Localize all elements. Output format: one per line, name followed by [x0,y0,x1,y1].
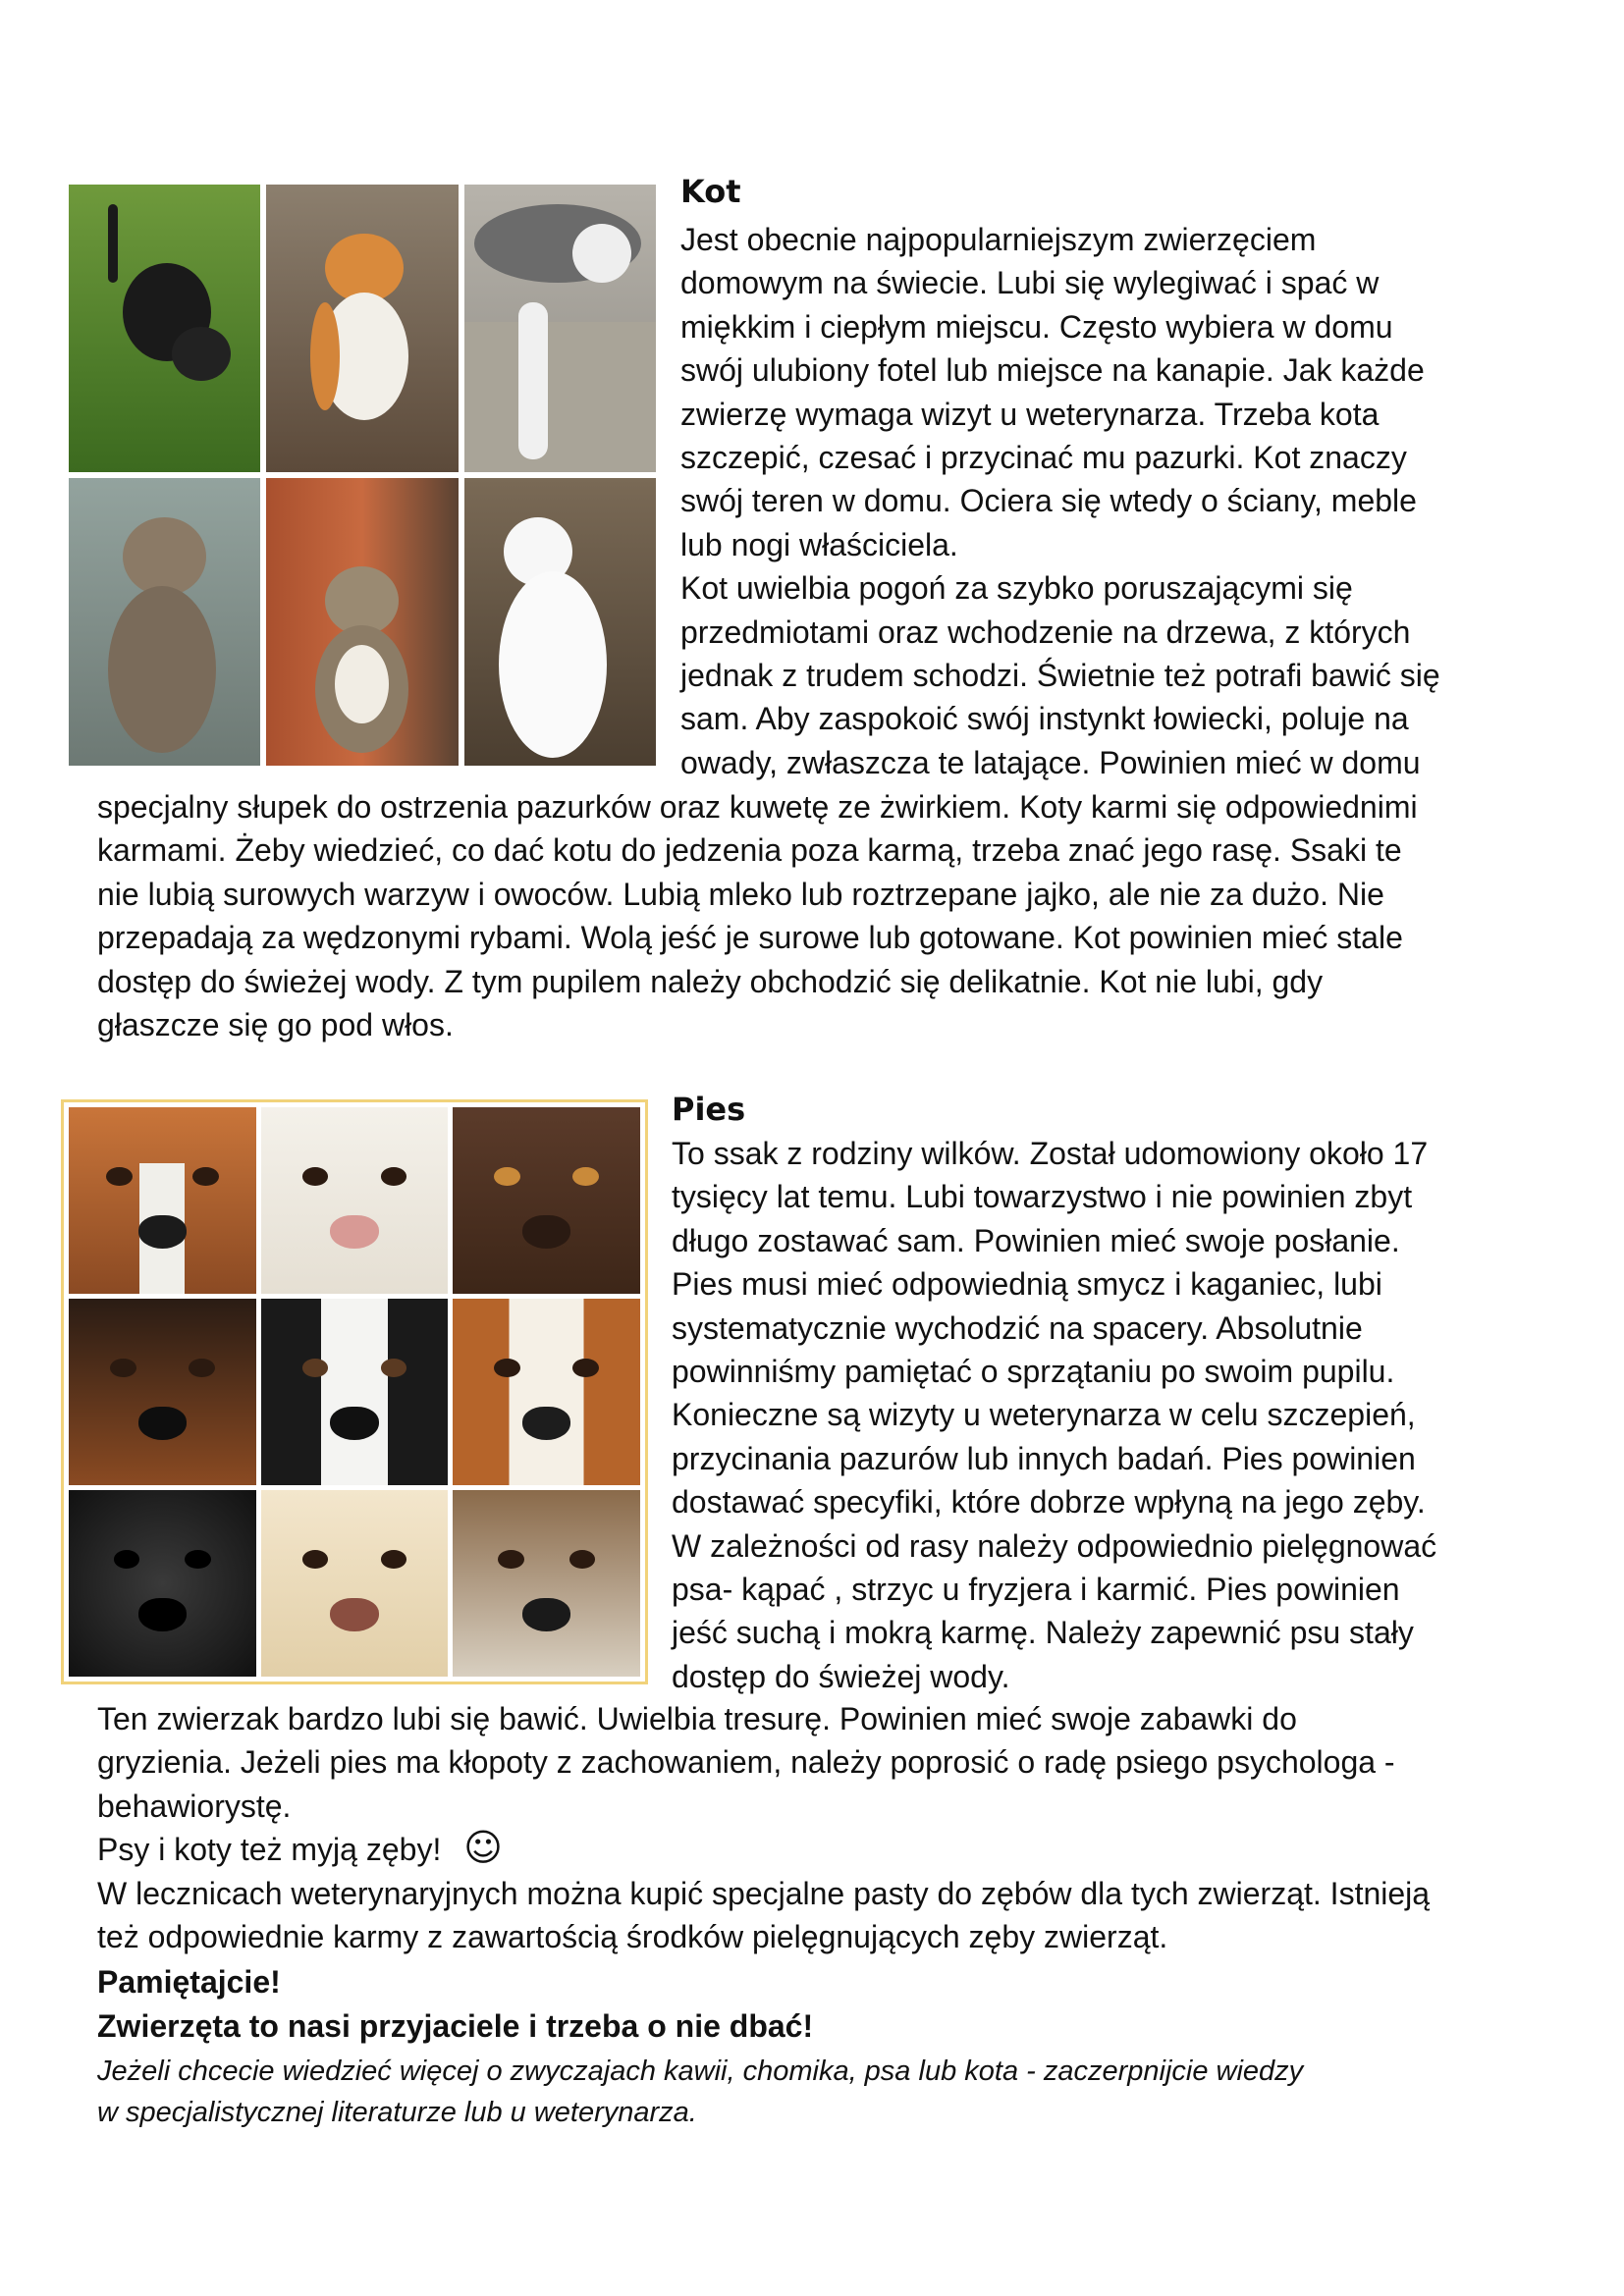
photo-tabby-cat-brick [266,478,458,766]
text-line: Pies musi mieć odpowiednią smycz i kaganiec, lubi [672,1266,1382,1303]
text-line: owady, zwłaszcza te latające. Powinien mieć w domu [680,744,1421,780]
text-line: W lecznicach weterynaryjnych można kupić specjalne pasty do zębów dla tych zwierząt. Istnieją [97,1876,1431,1911]
smiley-icon: ☺ [463,1826,503,1869]
text-line: sam. Aby zaspokoić swój instynkt łowiecki, poluje na [680,701,1409,737]
photo-grey-white-cat [464,185,656,472]
text-line: systematycznie wychodzić na spacery. Absolutnie [672,1309,1363,1346]
photo-black-cat [69,185,260,472]
text-line: swój ulubiony fotel lub miejsce na kanapie. Jak każde [680,352,1425,389]
text-line: lub nogi właściciela. [680,526,958,562]
text-line: domowym na świecie. Lubi się wylegiwać i spać w [680,265,1380,301]
text-line: Jest obecnie najpopularniejszym zwierzęciem [680,222,1317,257]
text-line: dostęp do świeżej wody. [672,1658,1010,1694]
cat-section-title: Kot [680,173,741,210]
dog-section-title: Pies [672,1091,746,1128]
text-line: karmami. Żeby wiedzieć, co dać kotu do jedzenia poza karmą, trzeba znać jego rasę. Ssaki te [97,832,1402,869]
photo-dog-boxer [69,1107,256,1294]
text-line: swój teren w domu. Ociera się wtedy o ściany, meble [680,483,1417,519]
reminder-message: Zwierzęta to nasi przyjaciele i trzeba o nie dbać! [97,2008,814,2044]
photo-ginger-cat [266,185,458,472]
photo-dog-beagle [453,1299,640,1485]
text-line: w specjalistycznej literaturze lub u weterynarza. [97,2097,697,2128]
photo-white-cat [464,478,656,766]
dog-photo-collage [61,1099,648,1684]
text-line: miękkim i ciepłym miejscu. Często wybiera w domu [680,308,1393,345]
photo-dog-border-collie [261,1299,449,1485]
teeth-text: Psy i koty też myją zęby! [97,1832,442,1867]
text-line: To ssak z rodziny wilków. Został udomowiony około 17 [672,1136,1429,1171]
photo-dog-labrador [261,1490,449,1677]
text-line: powinniśmy pamiętać o sprzątaniu po swoim pupilu. [672,1354,1395,1389]
photo-tabby-cat-fence [69,478,260,766]
text-line: dostęp do świeżej wody. Z tym pupilem należy obchodzić się delikatnie. Kot nie lubi, gdy [97,963,1324,999]
text-line: psa- kąpać , strzyc u fryzjera i karmić. Pies powinien [672,1572,1400,1607]
photo-dog-shih-tzu [453,1490,640,1677]
text-line: jeść suchą i mokrą karmę. Należy zapewnić psu stały [672,1615,1414,1651]
text-line: jednak z trudem schodzi. Świetnie też potrafi bawić się [680,658,1440,693]
text-line: też odpowiednie karmy z zawartością środków pielęgnujących zęby zwierząt. [97,1919,1168,1955]
text-line: szczepić, czesać i przycinać mu pazurki. Kot znaczy [680,440,1407,475]
text-line: przepadają za wędzonymi rybami. Wolą jeść je surowe lub gotowane. Kot powinien mieć stale [97,920,1403,956]
text-line: dostawać specyfiki, które dobrze wpłyną na jego zęby. [672,1484,1426,1521]
photo-dog-brown [453,1107,640,1294]
text-line: specjalny słupek do ostrzenia pazurków oraz kuwetę ze żwirkiem. Koty karmi się odpowiednimi [97,789,1418,825]
text-line: gryzienia. Jeżeli pies ma kłopoty z zachowaniem, należy poprosić o radę psiego psychologa - [97,1744,1395,1781]
text-line: przedmiotami oraz wchodzenie na drzewa, z których [680,614,1411,650]
text-line: Jeżeli chcecie wiedzieć więcej o zwyczajach kawii, chomika, psa lub kota - zaczerpnijcie wiedzy [97,2056,1304,2087]
text-line: Konieczne są wizyty u weterynarza w celu szczepień, [672,1397,1416,1433]
text-line: Kot uwielbia pogoń za szybko poruszającymi się [680,570,1353,607]
text-line: tysięcy lat temu. Lubi towarzystwo i nie powinien zbyt [672,1179,1413,1215]
text-line: nie lubią surowych warzyw i owoców. Lubią mleko lub roztrzepane jajko, ale nie za dużo. Nie [97,876,1384,912]
photo-dog-black-tan [69,1299,256,1485]
text-line: długo zostawać sam. Powinien mieć swoje posłanie. [672,1222,1400,1258]
text-line: zwierzę wymaga wizyt u weterynarza. Trzeba kota [680,396,1380,432]
photo-dog-white [261,1107,449,1294]
photo-dog-black-poodle [69,1490,256,1677]
text-line: głaszcze się go pod włos. [97,1007,454,1042]
text-line: Ten zwierzak bardzo lubi się bawić. Uwielbia tresurę. Powinien mieć swoje zabawki do [97,1701,1297,1736]
cat-photo-collage [69,185,656,766]
reminder-heading: Pamiętajcie! [97,1964,281,2000]
text-line: behawiorystę. [97,1788,292,1824]
text-line: W zależności od rasy należy odpowiednio pielęgnować [672,1527,1437,1564]
teeth-line [97,1826,503,1872]
text-line: przycinania pazurów lub innych badań. Pies powinien [672,1440,1416,1476]
